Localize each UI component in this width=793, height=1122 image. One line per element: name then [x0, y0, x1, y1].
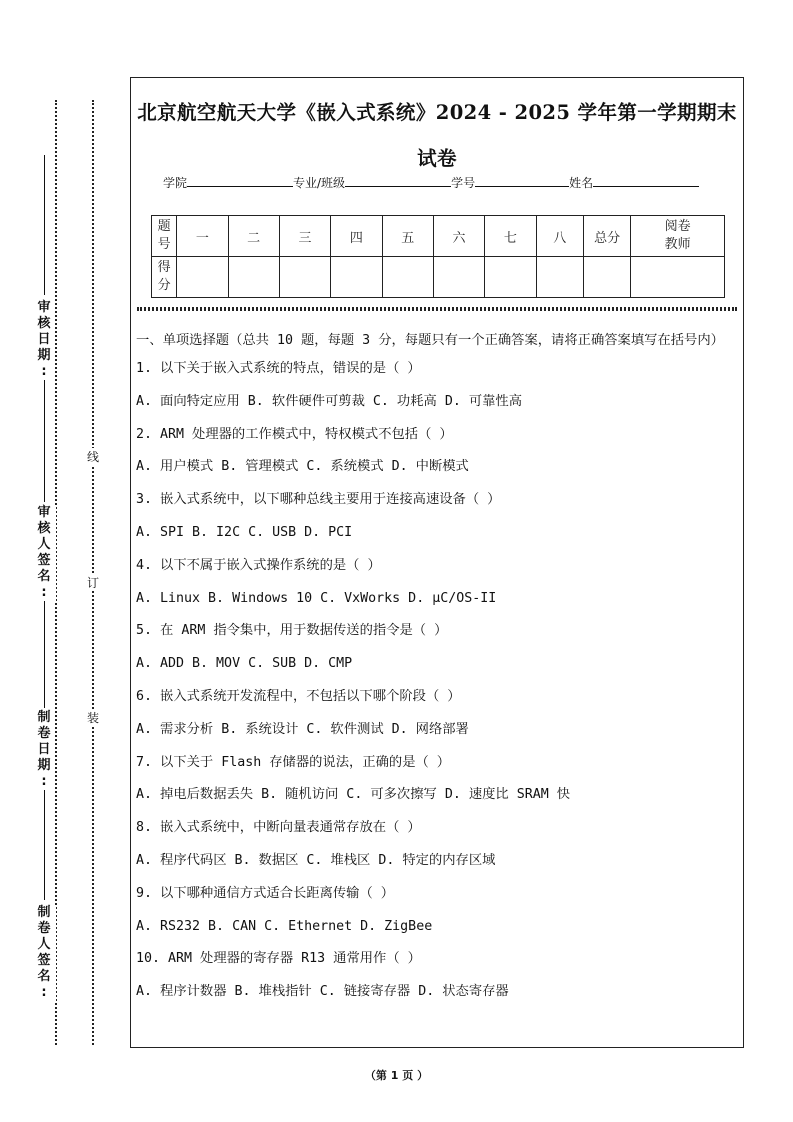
- review-date-label: 审 核 日 期 :: [34, 300, 54, 380]
- exam-title-line1: 北京航空航天大学《嵌入式系统》2024 - 2025 学年第一学期期末: [137, 101, 737, 124]
- review-date-line: [44, 155, 45, 295]
- section-divider: [137, 307, 737, 311]
- score-table-header-row: [152, 216, 725, 257]
- question-7-options: A. 掉电后数据丢失 B. 随机访问 C. 可多次擦写 D. 速度比 SRAM 快: [136, 787, 571, 803]
- question-8-options: A. 程序代码区 B. 数据区 C. 堆栈区 D. 特定的内存区域: [136, 852, 496, 868]
- exam-title: [131, 90, 743, 182]
- binding-dotted-line-right: [92, 100, 94, 1045]
- major-class-label: 专业/班级: [293, 176, 346, 190]
- score-cell[interactable]: [583, 257, 630, 298]
- cut-line-char-zhuang: 装: [86, 711, 99, 725]
- maker-sign-line: [44, 780, 45, 900]
- score-header-cell: 四: [331, 216, 382, 257]
- score-cell[interactable]: [536, 257, 583, 298]
- page-number: （第 1 页 ）: [364, 1069, 429, 1082]
- section-1-heading: 一、单项选择题（总共 10 题，每题 3 分，每题只有一个正确答案，请将正确答案填写在括号内）: [136, 333, 724, 348]
- section-1-content: [136, 330, 740, 1014]
- score-header-cell: 阅卷 教师: [631, 216, 725, 257]
- question-4: 4. 以下不属于嵌入式操作系统的是（ ）: [136, 557, 381, 573]
- question-1-options: A. 面向特定应用 B. 软件硬件可剪裁 C. 功耗高 D. 可靠性高: [136, 393, 523, 409]
- score-cell[interactable]: [331, 257, 382, 298]
- question-4-options: A. Linux B. Windows 10 C. VxWorks D. μC/OS-II: [136, 590, 497, 606]
- score-cell[interactable]: [279, 257, 330, 298]
- score-cell[interactable]: [177, 257, 228, 298]
- question-1: 1. 以下关于嵌入式系统的特点，错误的是（ ）: [136, 361, 421, 376]
- cut-line-char-ding: 订: [86, 576, 99, 590]
- score-cell[interactable]: [433, 257, 484, 298]
- exam-frame: [130, 77, 744, 1048]
- reviewer-sign-line: [44, 372, 45, 502]
- college-label: 学院: [163, 176, 188, 190]
- score-cell[interactable]: [485, 257, 536, 298]
- score-header-cell: 总分: [583, 216, 630, 257]
- score-header-cell: 七: [485, 216, 536, 257]
- question-3: 3. 嵌入式系统中，以下哪种总线主要用于连接高速设备（ ）: [136, 492, 501, 508]
- question-8: 8. 嵌入式系统中，中断向量表通常存放在（ ）: [136, 820, 421, 836]
- student-info-row: [163, 174, 699, 191]
- name-label: 姓名: [569, 176, 594, 190]
- score-header-cell: 二: [228, 216, 279, 257]
- name-field[interactable]: [593, 174, 699, 187]
- make-date-label: 制 卷 日 期 :: [34, 710, 54, 790]
- question-2-options: A. 用户模式 B. 管理模式 C. 系统模式 D. 中断模式: [136, 459, 469, 475]
- score-header-cell: 五: [382, 216, 433, 257]
- question-5-options: A. ADD B. MOV C. SUB D. CMP: [136, 656, 353, 672]
- question-2: 2. ARM 处理器的工作模式中，特权模式不包括（ ）: [136, 426, 453, 442]
- reviewer-sign-label: 审 核 人 签 名 :: [32, 505, 56, 601]
- score-table: [151, 215, 725, 298]
- score-header-cell: 题 号: [152, 216, 177, 257]
- question-3-options: A. SPI B. I2C C. USB D. PCI: [136, 524, 353, 540]
- question-10-options: A. 程序计数器 B. 堆栈指针 C. 链接寄存器 D. 状态寄存器: [136, 984, 509, 1000]
- major-class-field[interactable]: [345, 174, 451, 187]
- exam-title-line2: 试卷: [417, 147, 457, 170]
- maker-sign-label: 制 卷 人 签 名 :: [32, 905, 56, 1001]
- question-9: 9. 以下哪种通信方式适合长距离传输（ ）: [136, 885, 395, 901]
- student-id-label: 学号: [451, 176, 476, 190]
- score-cell[interactable]: [228, 257, 279, 298]
- score-header-cell: 三: [279, 216, 330, 257]
- score-header-cell: 八: [536, 216, 583, 257]
- question-9-options: A. RS232 B. CAN C. Ethernet D. ZigBee: [136, 918, 433, 934]
- score-header-cell: 一: [177, 216, 228, 257]
- question-10: 10. ARM 处理器的寄存器 R13 通常用作（ ）: [136, 951, 421, 967]
- question-5: 5. 在 ARM 指令集中，用于数据传送的指令是（ ）: [136, 623, 448, 639]
- student-id-field[interactable]: [475, 174, 569, 187]
- cut-line-char-xian: 线: [86, 450, 99, 464]
- question-6: 6. 嵌入式系统开发流程中，不包括以下哪个阶段（ ）: [136, 688, 461, 704]
- score-header-cell: 六: [433, 216, 484, 257]
- score-cell[interactable]: [382, 257, 433, 298]
- score-table-score-row: [152, 257, 725, 298]
- question-6-options: A. 需求分析 B. 系统设计 C. 软件测试 D. 网络部署: [136, 721, 469, 737]
- question-7: 7. 以下关于 Flash 存储器的说法，正确的是（ ）: [136, 754, 451, 770]
- score-row-label: 得 分: [152, 257, 177, 298]
- score-cell[interactable]: [631, 257, 725, 298]
- college-field[interactable]: [187, 174, 293, 187]
